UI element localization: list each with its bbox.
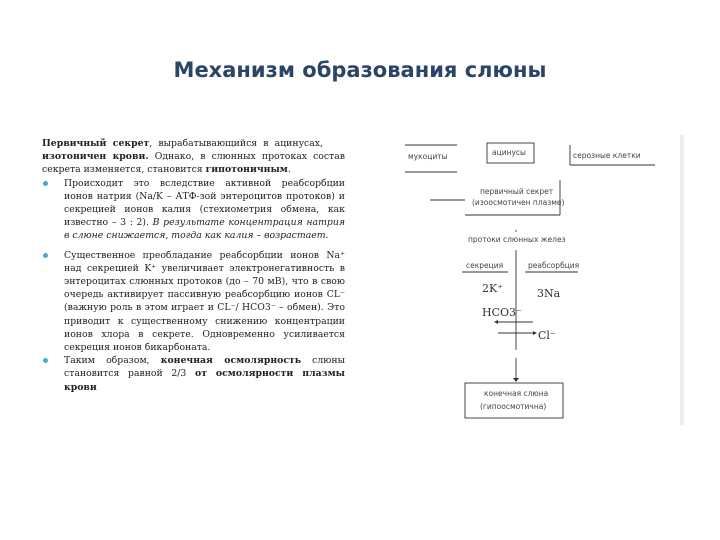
- diagram-lines: [400, 125, 685, 430]
- label-chloride: Cl⁻: [538, 329, 556, 342]
- label-primary-isoosmotic: (изоосмотичен плазме): [472, 198, 565, 207]
- label-acini: ацинусы: [492, 148, 526, 157]
- term-hypotonic: гипотоничным: [205, 164, 288, 176]
- intro-text-1: , вырабатывающийся в ацинусах,: [149, 138, 323, 149]
- saliva-formation-diagram: [400, 125, 685, 430]
- label-bicarbonate: HCO3⁻: [482, 306, 522, 319]
- label-final-saliva: конечная слюна: [484, 389, 549, 398]
- bullet-item: [42, 354, 345, 394]
- intro-text-2: Однако, в слюнных протоках состав секрета изменяется, становится: [42, 151, 345, 176]
- bullet-icon: [43, 358, 48, 363]
- label-secretion: секреция: [466, 261, 504, 270]
- bullet-icon: [43, 181, 48, 186]
- bullet-text: Происходит это вследствие активной реабсорбции ионов натрия (Na/K – АТФ-зой энтероцитов протоков) и секрецией ионов калия (стехиометрия обмена, как известно – 3 : 2).: [64, 177, 345, 229]
- label-hypoosmotic: (гипоосмотична): [480, 402, 547, 411]
- label-primary-secret: первичный секрет: [480, 187, 554, 196]
- slide-title: Механизм образования слюны: [173, 58, 547, 82]
- label-reabsorption: реабсорбция: [528, 261, 580, 270]
- label-sodium: 3Na: [537, 287, 561, 300]
- label-serous-cells: серозные клетки: [573, 151, 641, 160]
- bullet-text: слюны становится равной 2/3: [64, 355, 345, 380]
- intro-paragraph: [42, 137, 345, 177]
- bullet-text: Таким образом,: [64, 355, 161, 367]
- label-ducts: протоки слюнных желез: [468, 235, 566, 244]
- term-isotonic: изотоничен крови.: [42, 151, 149, 163]
- bullet-icon: [43, 253, 48, 258]
- bullet-italic-text: В результате концентрация натрия в слюне снижается, тогда как калия – возрастает.: [64, 217, 345, 242]
- label-potassium: 2K⁺: [482, 282, 504, 295]
- label-mucocytes: мукоциты: [408, 152, 448, 161]
- bullet-bold-text: конечная осмолярность: [160, 355, 302, 367]
- bullet-item: [42, 177, 345, 243]
- bullet-text: Существенное преобладание реабсорбции ионов Na⁺ над секрецией K⁺ увеличивает электронегативность в энтероцитах слюнных протоков (до – 70 мВ), что в свою очередь активирует пассивную реабсорбцию ионов CL⁻ (важную роль в этом играет и CL⁻/ HCO3⁻ – обмен). Это приводит к существенному снижению концентрации ионов хлора в секрете. Одновременно усиливается секреция ионов бикарбоната.: [64, 249, 345, 354]
- term-primary-secret: Первичный секрет: [42, 138, 150, 149]
- body-text: [42, 137, 345, 394]
- bullet-bold-text: от осмолярности плазмы крови: [64, 368, 345, 393]
- bullet-item: [42, 249, 345, 355]
- intro-text-3: .: [287, 164, 291, 176]
